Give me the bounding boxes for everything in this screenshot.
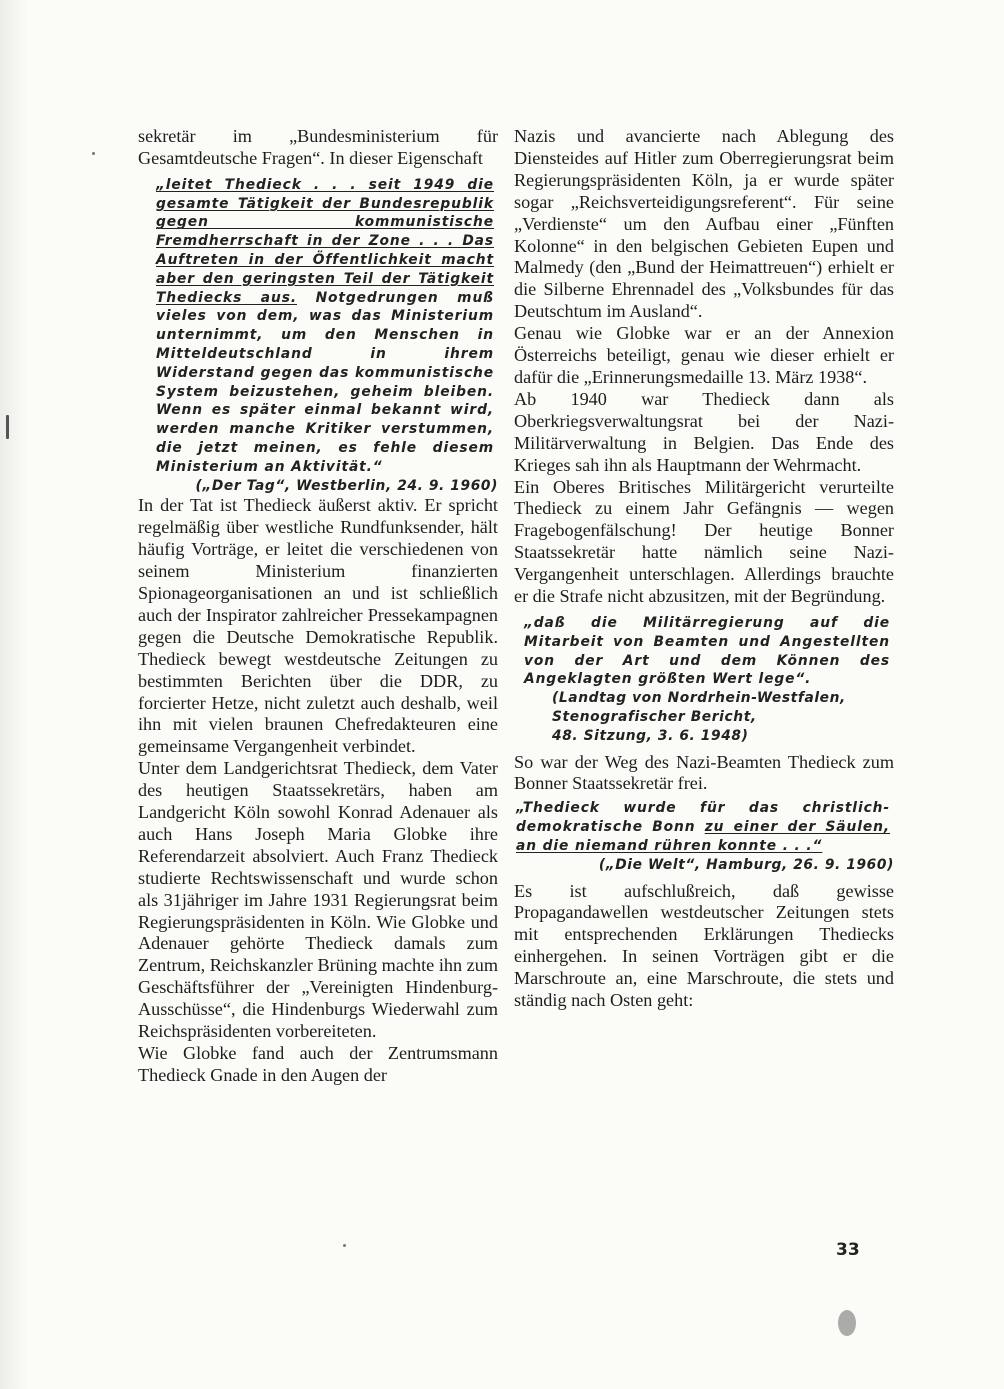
page-number: 33 — [836, 1240, 860, 1260]
quote-militaerregierung: „daß die Militärregierung auf die Mitarbeit von Beamten und Angestellten von der Art und dem Können des Angeklagten größten Wert lege“. — [524, 614, 890, 688]
paragraph-annexion: Genau wie Globke war er an der Annexion Österreichs beteiligt, genau wie dieser erhielt er dafür die „Erinnerungsmedaille 13. März 1938“. — [514, 323, 894, 387]
paragraph-activity: In der Tat ist Thedieck äußerst aktiv. Er spricht regelmäßig über westliche Rundfunksender, hält häufig Vorträge, er leitet die verschiedenen von seinem Ministerium finanzierten Spionageorganisationen an und ist schließlich auch der Inspirator zahlreicher Pressekampagnen gegen die Deutsche Demokratische Republik. Thedieck bewegt westdeutsche Zeitungen zu bestimmten Berichten über die DDR, zu forcierter Hetze, nicht zuletzt auch deshalb, weil ihn mit vielen braunen Chefredakteuren eine gemeinsame Vergangenheit verbindet. — [138, 495, 498, 757]
paragraph-zentrum: Wie Globke fand auch der Zentrumsmann Thedieck Gnade in den Augen der — [138, 1043, 498, 1085]
scan-spot — [838, 1310, 856, 1336]
paragraph-nazis: Nazis und avancierte nach Ablegung des Diensteides auf Hitler zum Oberregierungsrat beim Regierungspräsidenten Köln, ja er wurde später sogar „Reichsverteidigungsreferent“. Für seine „Verdienste“ um den Aufbau einer „Fünften Kolonne“ in den belgischen Gebieten Eupen und Malmedy (den „Bund der Heimattreuen“) erhielt er die Silberne Ehrennadel des „Volksbundes für das Deutschtum im Ausland“. — [514, 126, 894, 322]
paragraph-propaganda: Es ist aufschlußreich, daß gewisse Propagandawellen westdeutscher Zeitungen stets mit entsprechenden Erklärungen Thediecks einhergehen. In seinen Vorträgen gibt er die Marschroute an, eine Marschroute, die stets und ständig nach Osten geht: — [514, 880, 894, 1011]
quote-text: Notgedrungen muß vieles von dem, was das Ministerium unternimmt, um den Menschen in Mitteldeutschland in ihrem Widerstand gegen das kommunistische System beizustehen, geheim bleiben. Wenn es später einmal bekannt wird, werden manche Kritiker verstummen, die jetzt meinen, es fehle diesem Ministerium an Aktivität.“ — [156, 289, 494, 475]
scan-speck — [92, 152, 95, 155]
quote-text: „Thedieck wurde für das christlich-demokratische Bonn — [516, 800, 890, 836]
scan-edge-shadow — [0, 0, 28, 1389]
margin-mark — [6, 415, 9, 439]
paragraph-landgericht: Unter dem Landgerichtsrat Thedieck, dem Vater des heutigen Staatssekretärs, haben am Landgericht Köln sowohl Konrad Adenauer als auch Hans Joseph Maria Globke ihre Referendarzeit absolviert. Auch Franz Thedieck studierte Rechtswissenschaft und wurde schon als 31jähriger im Jahre 1931 Regierungsrat beim Regierungspräsidenten in Köln. Wie Globke und Adenauer gehörte Thedieck damals zum Zentrum, Reichskanzler Brüning machte ihn zum Geschäftsführer der „Vereinigten Hindenburg-Ausschüsse“, die Hindenburgs Wiederwahl zum Reichspräsidenten vorbereiteten. — [138, 758, 498, 1042]
right-column — [514, 126, 894, 1012]
paragraph-belgien: Ab 1940 war Thedieck dann als Oberkriegsverwaltungsrat bei der Nazi-Militärverwaltung in Belgien. Das Ende des Krieges sah ihn als Hauptmann der Wehrmacht. — [514, 388, 894, 475]
quote-underlined-text: zu einer der Säulen, an die niemand rühren konnte . . .“ — [516, 819, 890, 854]
citation-die-welt: („Die Welt“, Hamburg, 26. 9. 1960) — [598, 856, 894, 873]
citation-der-tag: („Der Tag“, Westberlin, 24. 9. 1960) — [195, 477, 498, 494]
quote-die-welt — [516, 799, 890, 855]
scan-speck — [343, 1244, 346, 1247]
quote-underlined-text: „leitet Thedieck . . . seit 1949 die gesamte Tätigkeit der Bundesrepublik gegen kommunistische Fremdherrschaft in der Zone . . . Das Auftreten in der Öffentlichkeit macht aber den geringsten Teil der Tätigkeit Thediecks aus. — [156, 176, 494, 306]
paragraph-militaergericht: Ein Oberes Britisches Militärgericht verurteilte Thedieck zu einem Jahr Gefängnis — wegen Fragebogenfälschung! Der heutige Bonner Staatssekretär hatte nämlich seine Nazi-Vergangenheit unterschlagen. Allerdings brauchte er die Strafe nicht abzusitzen, mit der Begründung. — [514, 476, 894, 607]
citation-landtag-line-1: (Landtag von Nordrhein-Westfalen, — [552, 690, 846, 707]
paragraph-weg: So war der Weg des Nazi-Beamten Thedieck zum Bonner Staatssekretär frei. — [514, 751, 894, 794]
left-column — [138, 126, 498, 1087]
paragraph-intro: sekretär im „Bundesministerium für Gesamtdeutsche Fragen“. In dieser Eigenschaft — [138, 126, 498, 168]
citation-landtag-line-3: 48. Sitzung, 3. 6. 1948) — [552, 727, 749, 744]
quote-der-tag — [156, 176, 494, 477]
citation-landtag-line-2: Stenografischer Bericht, — [552, 708, 757, 725]
